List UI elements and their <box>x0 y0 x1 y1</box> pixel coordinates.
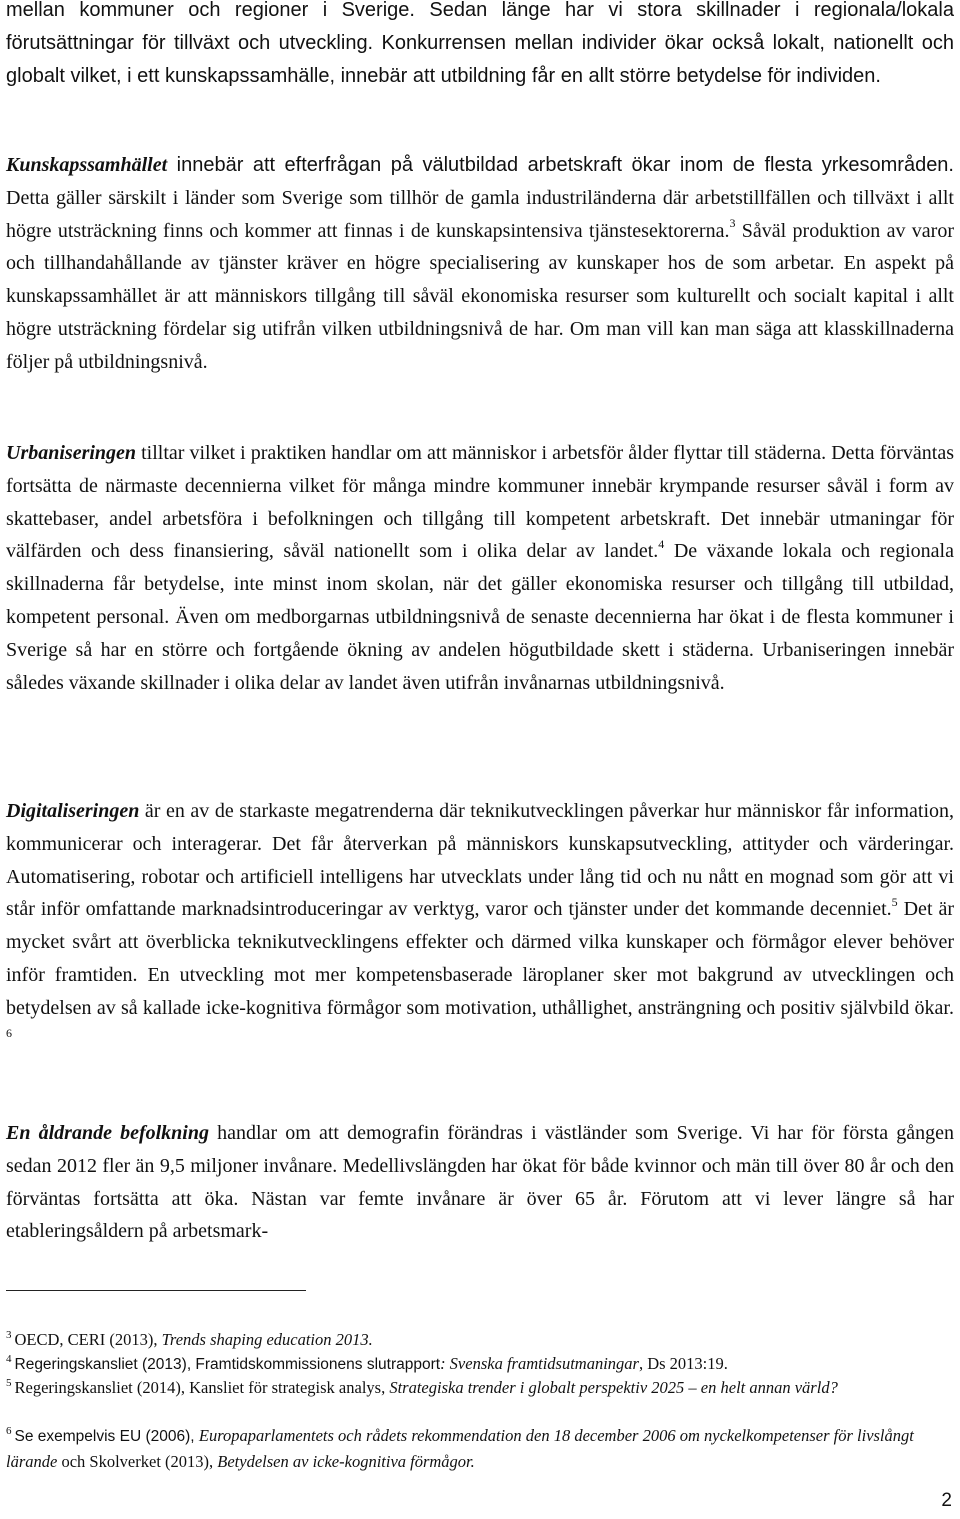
footnote-title: Strategiska trender i globalt perspektiv 2025 – en helt annan värld? <box>389 1378 838 1397</box>
footnote-5 <box>6 1376 950 1402</box>
footnote-ref-6[interactable]: 6 <box>6 1025 12 1040</box>
paragraph-knowledge-society <box>6 149 954 379</box>
paragraph-text: mellan kommuner och regioner i Sverige. Sedan länge har vi stora skillnader i regionala/lokala förutsättningar för tillväxt och utveckling. Konkurrensen mellan individer ökar också lokalt, nationellt och globalt vilket, i ett kunskapssamhälle, innebär att utbildning får en allt större betydelse för individen. <box>6 0 954 87</box>
footnote-mark: 3 <box>6 1329 12 1341</box>
paragraph-body: Detta gäller särskilt i länder som Sverige som tillhör de gamla industriländerna där arbetstillfällen och tillväxt i allt högre utsträckning finns och kommer att finnas i de kunskapsintensiva tjänstesektorerna. <box>6 186 954 242</box>
footnote-4 <box>6 1352 950 1378</box>
footnote-text: Regeringskansliet (2013), Framtidskommissionens slutrapport <box>14 1356 441 1373</box>
footnote-mark: 4 <box>6 1353 12 1365</box>
footnote-title: : Svenska framtidsutmaningar <box>440 1354 639 1373</box>
term-urbaniseringen: Urbaniseringen <box>6 442 137 464</box>
footnote-separator <box>6 1290 306 1291</box>
paragraph-body: är en av de starkaste megatrenderna där teknikutvecklingen påverkar hur människor får information, kommunicerar och interagerar. Det får återverkan på människors kunskapsutveckling, attityder och värderingar. Automatisering, robotar och artificiell intelligens har utvecklats under lång tid och nu nått en mognad som gör att vi står inför omfattande marknadsintroduceringar av verktyg, varor och tjänster under det kommande decenniet. <box>6 800 954 921</box>
page-number: 2 <box>941 1490 952 1511</box>
paragraph-urbanisation <box>6 437 954 699</box>
term-kunskapssamhallet: Kunskapssamhället <box>6 154 168 176</box>
footnote-mark: 6 <box>6 1425 12 1437</box>
footnote-ref-5[interactable]: 5 <box>891 894 898 909</box>
paragraph-regional-differences <box>6 0 954 92</box>
footnote-ref-3[interactable]: 3 <box>729 215 736 230</box>
footnote-text: och Skolverket (2013), <box>57 1452 218 1471</box>
footnote-ref-4[interactable]: 4 <box>658 536 665 551</box>
paragraph-body: De växande lokala och regionala skillnaderna får betydelse, inte minst inom skolan, när det gäller ekonomiska resurser och tillgång till utbildad, kompetent personal. Även om medborgarnas utbildningsnivå de senaste decennierna har ökat i de flesta kommuner i Sverige så har en större och fortgående ökning av andelen högutbildade skett i städerna. Urbaniseringen innebär således växande skillnader i olika delar av landet även utifrån invånarnas utbildningsnivå. <box>6 540 954 694</box>
paragraph-body: Om man vill kan man säga att klasskillnaderna följer på utbildningsnivå. <box>6 317 954 373</box>
footnote-title: Europaparlamentets och rådets rekommendation den 18 december 2006 om nyckelkompetenser för livslångt lärande <box>6 1426 914 1471</box>
term-aldrande-befolkning: En åldrande befolkning <box>6 1122 209 1144</box>
paragraph-lead: innebär att efterfrågan på välutbildad arbetskraft ökar inom de flesta yrkesområden. <box>167 154 954 176</box>
paragraph-body: tilltar vilket i praktiken handlar om att människor i arbetsför ålder flyttar till städerna. Detta förväntas fortsätta de närmaste decennierna vilket för många mindre kommuner innebär krympande resurser såväl i form av skattebaser, andel arbetsföra i befolkningen och tillgång till kompetent arbetskraft. Det innebär utmaningar för välfärden och dess finansiering, såväl nationellt som i olika delar av landet. <box>6 442 954 563</box>
footnote-text: , Ds 2013:19. <box>638 1354 728 1373</box>
paragraph-digitalisation <box>6 795 954 1057</box>
footnote-3 <box>6 1328 950 1354</box>
paragraph-body: Såväl produktion av varor och tillhandahållande av tjänster kräver en högre specialisering av kunskaper hos de som arbetar. <box>6 219 955 275</box>
footnote-mark: 5 <box>6 1377 12 1389</box>
paragraph-body: handlar om att demografin förändras i västländer som Sverige. Vi har för första gången sedan 2012 fler än 9,5 miljoner invånare. Medellivslängden har ökat för både kvinnor och män till över 80 år och den förväntas fortsätta att öka. Nästan var femte invånare är över 65 år. Förutom att vi lever längre så har etableringsåldern på arbetsmark- <box>6 1122 954 1243</box>
footnote-text: OECD, CERI (2013), <box>14 1330 162 1349</box>
footnote-text: Se exempelvis EU (2006), <box>14 1428 199 1445</box>
footnote-text: Regeringskansliet (2014), Kansliet för strategisk analys, <box>14 1378 390 1397</box>
footnote-title: Betydelsen av icke-kognitiva förmågor. <box>217 1452 475 1471</box>
paragraph-body: Det är mycket svårt att överblicka teknikutvecklingens effekter och därmed vilka kunskaper och förmågor elever behöver inför framtiden. En utveckling mot mer kompetensbaserade läroplaner sker mot bakgrund av utvecklingen och betydelsen av så kallade icke-kognitiva förmågor som motivation, uthållighet, ansträngning och positiv självbild ökar. <box>6 898 954 1019</box>
paragraph-ageing-population <box>6 1117 954 1248</box>
term-digitaliseringen: Digitaliseringen <box>6 800 140 822</box>
paragraph-body: En aspekt på kunskapssamhället är att människors tillgång till såväl ekonomiska resurser som kulturellt och socialt kapital i allt högre utsträckning fördelar sig utifrån vilken utbildningsnivå de har. <box>6 252 955 340</box>
footnote-6 <box>6 1424 950 1474</box>
footnote-title: Trends shaping education 2013. <box>161 1330 373 1349</box>
